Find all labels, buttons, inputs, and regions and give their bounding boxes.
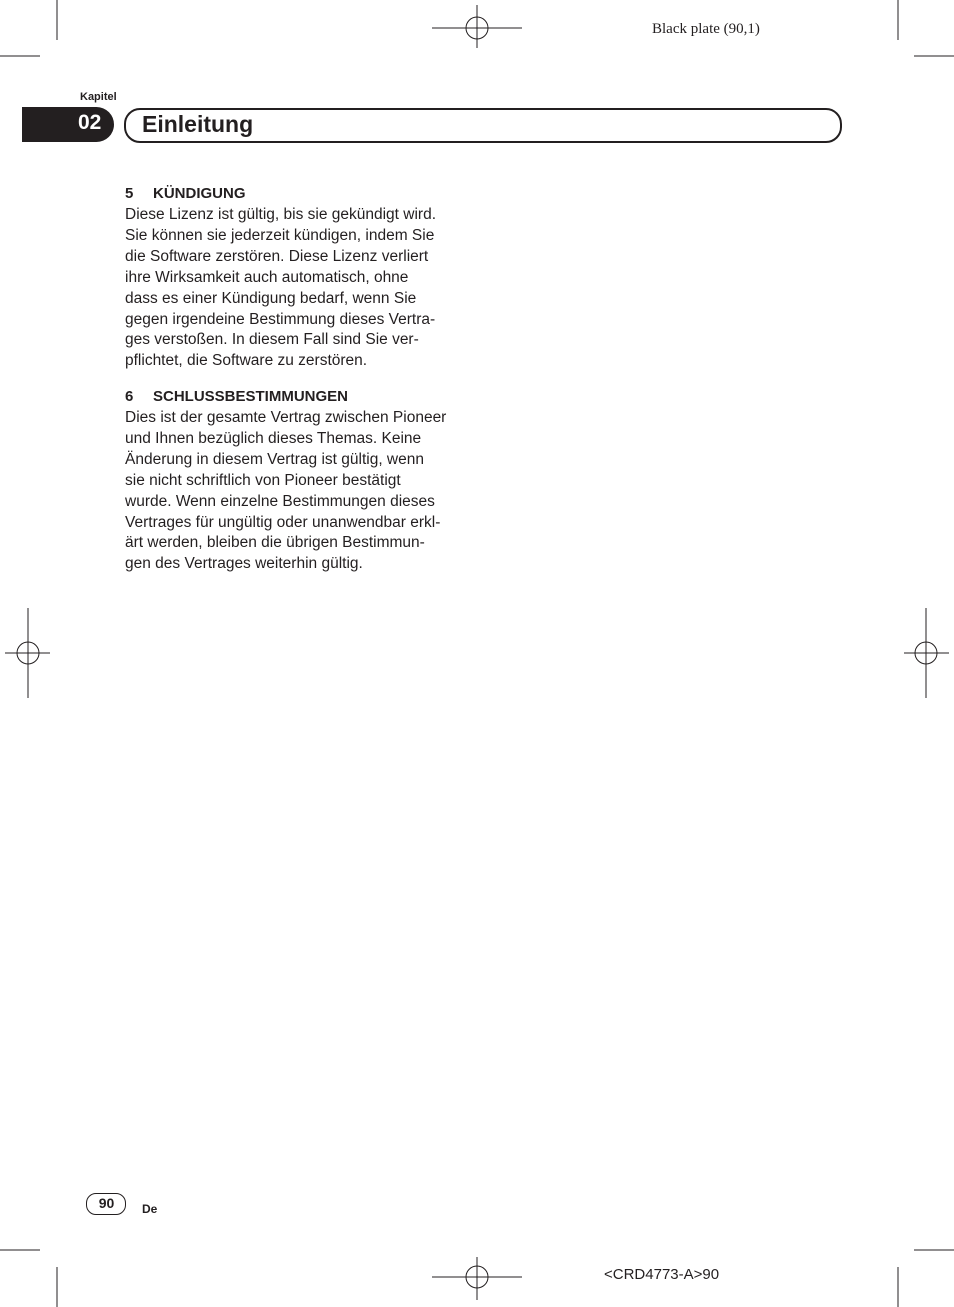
registration-mark-left bbox=[5, 608, 50, 698]
chapter-number: 02 bbox=[78, 111, 102, 134]
section-heading bbox=[125, 185, 246, 202]
registration-mark-top bbox=[432, 5, 522, 48]
chapter-label: Kapitel bbox=[80, 91, 117, 103]
chapter-title: Einleitung bbox=[142, 111, 254, 137]
body-line: Vertrages für ungültig oder unanwendbar erkl- bbox=[125, 513, 441, 531]
body-line: Sie können sie jederzeit kündigen, indem Sie bbox=[125, 226, 435, 244]
body-line: und Ihnen bezüglich dieses Themas. Keine bbox=[125, 429, 422, 447]
section-heading bbox=[125, 388, 348, 405]
body-line: ihre Wirksamkeit auch automatisch, ohne bbox=[125, 268, 409, 286]
body-line: wurde. Wenn einzelne Bestimmungen dieses bbox=[125, 492, 435, 510]
body-line: Diese Lizenz ist gültig, bis sie gekündigt wird. bbox=[125, 206, 437, 223]
body-line: pflichtet, die Software zu zerstören. bbox=[125, 352, 368, 370]
body-line: ges verstoßen. In diesem Fall sind Sie ver- bbox=[125, 331, 419, 349]
registration-mark-right bbox=[904, 608, 949, 698]
body-line: gegen irgendeine Bestimmung dieses Vertra- bbox=[125, 310, 436, 328]
plate-label: Black plate (90,1) bbox=[652, 21, 760, 37]
section-body bbox=[125, 408, 470, 575]
section-title: SCHLUSSBESTIMMUNGEN bbox=[153, 388, 349, 405]
body-line: Dies ist der gesamte Vertrag zwischen Pioneer bbox=[125, 409, 447, 426]
body-line: sie nicht schriftlich von Pioneer bestätigt bbox=[125, 471, 401, 489]
document-code: <CRD4773-A>90 bbox=[604, 1266, 720, 1283]
section-number: 5 bbox=[125, 185, 134, 202]
body-line: dass es einer Kündigung bedarf, wenn Sie bbox=[125, 289, 417, 307]
section-number: 6 bbox=[125, 388, 134, 405]
page-number: 90 bbox=[98, 1195, 115, 1211]
body-line: gen des Vertrages weiterhin gültig. bbox=[125, 555, 363, 573]
language-code: De bbox=[142, 1202, 158, 1216]
body-line: ärt werden, bleiben die übrigen Bestimmun- bbox=[125, 534, 425, 552]
section-body bbox=[125, 205, 470, 372]
registration-mark-bottom bbox=[432, 1257, 522, 1300]
body-line: Änderung in diesem Vertrag ist gültig, wenn bbox=[125, 450, 424, 468]
body-line: die Software zerstören. Diese Lizenz verliert bbox=[125, 247, 429, 265]
section-title: KÜNDIGUNG bbox=[153, 185, 246, 202]
